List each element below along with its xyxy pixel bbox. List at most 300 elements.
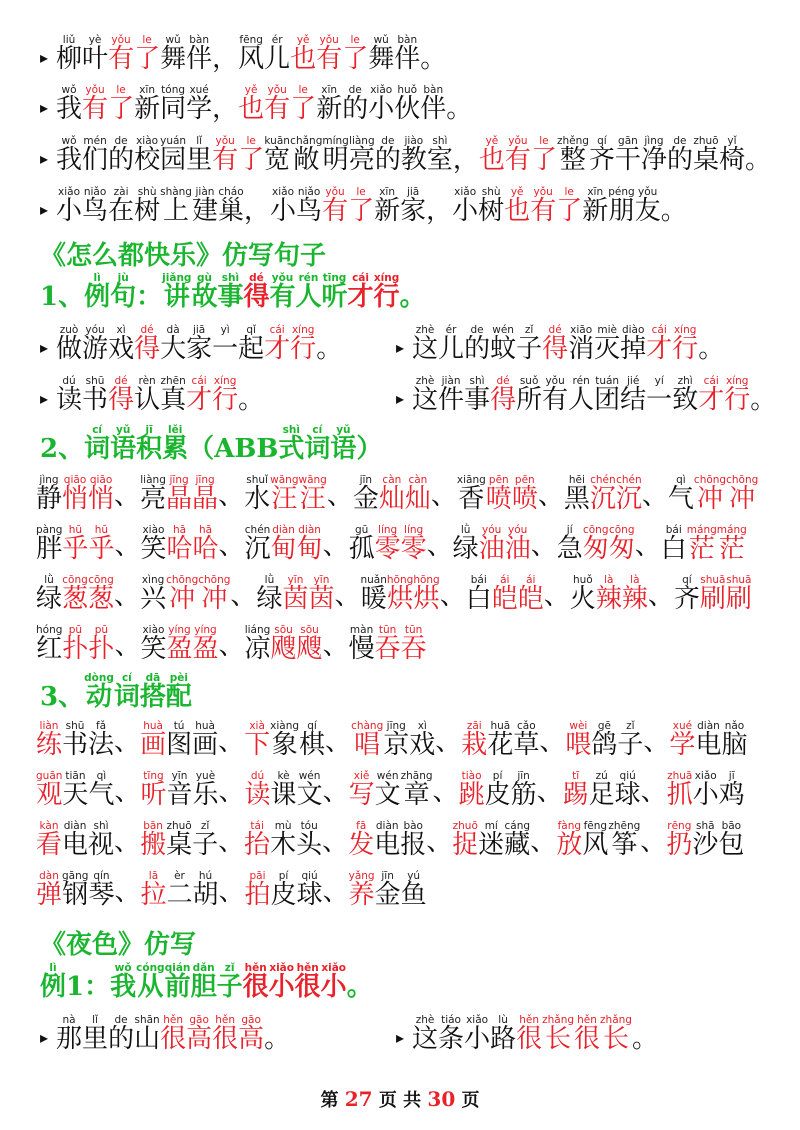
- hanzi: 刷: [699, 584, 726, 614]
- hanzi: 小: [56, 196, 83, 226]
- char: [58, 672, 84, 710]
- section-title-zenme: 《怎么都快乐》仿写句子: [40, 241, 327, 271]
- hanzi: 发: [348, 830, 375, 860]
- pinyin: dòng: [84, 672, 114, 684]
- highlighted-char: [36, 820, 62, 858]
- hanzi: 的: [374, 145, 401, 175]
- pinyin: diào: [621, 324, 645, 336]
- pinyin: tī: [572, 770, 580, 782]
- highlighted-char: [616, 474, 642, 512]
- hanzi: 很: [160, 1024, 187, 1054]
- hanzi: 飕: [296, 634, 323, 664]
- hanzi: 鸟: [296, 196, 323, 226]
- hanzi: 筋: [510, 780, 537, 810]
- word-item: [36, 870, 114, 908]
- word-item: [565, 720, 643, 758]
- char: [342, 84, 368, 122]
- hanzi: 写: [348, 780, 375, 810]
- hanzi: 语: [110, 434, 137, 464]
- pinyin: xì: [116, 324, 126, 336]
- hanzi: 皑: [491, 584, 518, 614]
- pinyin: zhāng: [400, 770, 433, 782]
- pinyin: sōu: [300, 624, 319, 636]
- highlighted-char: [405, 474, 431, 512]
- hanzi: 绿: [256, 584, 283, 614]
- hanzi: 建: [191, 196, 218, 226]
- char: [608, 820, 640, 858]
- word-row: [36, 720, 747, 758]
- pinyin: yīn: [313, 574, 330, 586]
- highlighted-char: [166, 524, 192, 562]
- char: [570, 574, 596, 612]
- pinyin: diàn: [298, 524, 321, 536]
- separator: 、: [334, 581, 361, 611]
- hanzi: 乎: [88, 534, 115, 564]
- highlighted-char: [518, 574, 544, 612]
- hanzi: 零: [400, 534, 427, 564]
- hanzi: 辣: [595, 584, 622, 614]
- char: [160, 135, 186, 173]
- pinyin: shì: [469, 375, 485, 387]
- hanzi: 明: [322, 145, 349, 175]
- word-item: [667, 770, 745, 808]
- hanzi: 。: [316, 334, 343, 364]
- pinyin: dé: [114, 375, 128, 387]
- char: [88, 820, 114, 858]
- pinyin: nuǎn: [360, 574, 387, 586]
- hanzi: 筝: [611, 830, 638, 860]
- pinyin: jù: [117, 272, 129, 284]
- hanzi: 章: [403, 780, 430, 810]
- char: [88, 870, 114, 908]
- hanzi: 了: [530, 145, 557, 175]
- word-item: [466, 574, 544, 612]
- pinyin: zhì: [677, 375, 693, 387]
- hanzi: 配: [165, 682, 192, 712]
- hanzi: 木: [270, 830, 297, 860]
- char: [316, 84, 342, 122]
- separator: 、: [114, 727, 141, 757]
- pinyin: pēn: [488, 474, 509, 486]
- highlighted-char: [516, 1014, 542, 1052]
- char: [160, 186, 192, 224]
- pinyin: yǒu: [638, 186, 658, 198]
- highlighted-char: [108, 375, 134, 413]
- footer-prefix: 第: [320, 1090, 339, 1111]
- char: [478, 186, 504, 224]
- char: [82, 34, 108, 72]
- pinyin: hū: [68, 524, 83, 536]
- hanzi: 这: [412, 1024, 439, 1054]
- char: [589, 770, 615, 808]
- hanzi: ，: [212, 94, 239, 124]
- highlighted-char: [316, 34, 342, 72]
- highlighted-char: [297, 624, 323, 662]
- current-page-number: 27: [344, 1087, 373, 1111]
- hanzi: 子: [516, 334, 543, 364]
- hanzi: 暖: [360, 584, 387, 614]
- highlighted-char: [134, 34, 160, 72]
- char: [374, 820, 400, 858]
- hanzi: 葱: [62, 584, 89, 614]
- highlighted-char: [238, 84, 264, 122]
- hanzi: 宽: [264, 145, 291, 175]
- pinyin: xiǎo: [269, 962, 294, 974]
- pinyin: rén: [298, 272, 319, 284]
- hanzi: 盈: [192, 634, 219, 664]
- highlighted-char: [348, 820, 374, 858]
- highlighted-char: [687, 524, 717, 562]
- char: [617, 720, 643, 758]
- separator: 、: [426, 531, 453, 561]
- hanzi: 凉: [244, 634, 271, 664]
- highlighted-char: [531, 135, 557, 173]
- char: [620, 375, 646, 413]
- char: [297, 870, 323, 908]
- highlighted-char: [140, 770, 166, 808]
- pinyin: xíng: [373, 272, 400, 284]
- pinyin: sōu: [274, 624, 293, 636]
- pinyin: cí: [312, 424, 323, 436]
- word-item: [36, 820, 114, 858]
- hanzi: 里: [186, 145, 213, 175]
- hanzi: 白: [660, 534, 687, 564]
- hanzi: 戏: [108, 334, 135, 364]
- highlighted-char: [375, 524, 401, 562]
- char: [375, 870, 401, 908]
- hanzi: 盈: [166, 634, 193, 664]
- char: [134, 135, 160, 173]
- pinyin: wāng: [270, 474, 299, 486]
- hanzi: 冲: [697, 484, 724, 514]
- char: [620, 324, 646, 362]
- separator: 、: [647, 581, 674, 611]
- char: [108, 186, 134, 224]
- hanzi: 句: [110, 282, 137, 312]
- hanzi: 胡: [192, 880, 219, 910]
- highlighted-char: [269, 962, 295, 1000]
- hanzi: 路: [490, 1024, 517, 1054]
- word-item: [36, 624, 114, 662]
- pinyin: gū: [354, 524, 369, 536]
- char: [270, 820, 296, 858]
- bullet-icon: ▸: [396, 338, 405, 357]
- pinyin: xiǎo: [321, 962, 347, 974]
- pinyin: yīn: [171, 770, 188, 782]
- char: [214, 424, 278, 462]
- char: [667, 135, 693, 173]
- pinyin: cōng: [608, 524, 635, 536]
- char: [661, 524, 687, 562]
- highlighted-char: [88, 624, 114, 662]
- char: [438, 1014, 464, 1052]
- pinyin: qǐ: [246, 324, 256, 336]
- word-item: [459, 770, 537, 808]
- char: [513, 720, 539, 758]
- char: [452, 186, 478, 224]
- hanzi: 朋: [608, 196, 635, 226]
- char: [62, 820, 88, 858]
- example-sentence: [40, 962, 373, 1000]
- pinyin: cōng: [582, 524, 609, 536]
- char: [698, 324, 724, 362]
- hanzi: 藏: [504, 830, 531, 860]
- pinyin: gē: [597, 720, 611, 732]
- pinyin: de: [673, 135, 687, 147]
- highlighted-char: [342, 34, 368, 72]
- pinyin: jìng: [644, 135, 664, 147]
- word-item: [570, 574, 648, 612]
- pinyin: fēng: [239, 34, 263, 46]
- hanzi: 新: [374, 196, 401, 226]
- pinyin: huǒ: [397, 84, 418, 96]
- char: [446, 84, 472, 122]
- hanzi: 钢: [62, 880, 89, 910]
- char: [322, 272, 348, 310]
- char: [162, 272, 191, 310]
- pinyin: jīn: [381, 870, 394, 882]
- char: [56, 84, 82, 122]
- word-item: [457, 474, 538, 512]
- char: [615, 135, 641, 173]
- hanzi: 观: [36, 780, 63, 810]
- char: [186, 135, 212, 173]
- hanzi: ：: [84, 972, 111, 1002]
- char: [36, 474, 62, 512]
- hanzi: 行: [290, 334, 317, 364]
- hanzi: 茵: [282, 584, 309, 614]
- char: [56, 186, 82, 224]
- pinyin: càn: [382, 474, 402, 486]
- highlighted-char: [492, 574, 518, 612]
- char: [40, 272, 58, 310]
- separator: 、: [114, 581, 141, 611]
- hanzi: 听: [321, 282, 348, 312]
- separator: 、: [530, 531, 557, 561]
- pinyin: qí: [682, 574, 692, 586]
- char: [457, 474, 486, 512]
- pinyin: yǒu: [533, 186, 553, 198]
- char: [349, 135, 375, 173]
- pinyin: yǒu: [508, 135, 528, 147]
- hanzi: 式: [278, 434, 305, 464]
- pinyin: zhěng: [556, 135, 589, 147]
- pinyin: cáng: [504, 820, 531, 832]
- pinyin: lǜ: [460, 524, 471, 536]
- pinyin: bái: [470, 574, 487, 586]
- pinyin: cái: [269, 324, 285, 336]
- pinyin: diàn: [63, 820, 87, 832]
- separator: 、: [114, 531, 141, 561]
- hanzi: 唱: [354, 730, 381, 760]
- hanzi: 书: [62, 730, 89, 760]
- pinyin: jīng: [386, 720, 406, 732]
- word-item: [140, 870, 218, 908]
- hanzi: 小: [368, 94, 395, 124]
- pinyin: hā: [172, 524, 187, 536]
- hanzi: 脑: [721, 730, 748, 760]
- pinyin: le: [298, 84, 308, 96]
- hanzi: 动: [85, 682, 112, 712]
- hanzi: 气: [88, 780, 115, 810]
- word-item: [140, 720, 218, 758]
- separator: 、: [435, 727, 462, 757]
- word-item: [351, 720, 435, 758]
- hanzi: 听: [140, 780, 167, 810]
- word-item: [245, 770, 323, 808]
- hanzi: 文: [296, 780, 323, 810]
- char: [140, 672, 166, 710]
- hanzi: 油: [504, 534, 531, 564]
- char: [368, 84, 394, 122]
- pinyin: tú: [173, 720, 185, 732]
- pinyin: shì: [282, 424, 300, 436]
- pinyin: xiǎo: [454, 186, 477, 198]
- pinyin: le: [539, 135, 549, 147]
- pinyin: shuā: [726, 574, 752, 586]
- separator: 、: [114, 631, 141, 661]
- word-item: [668, 474, 758, 512]
- hanzi: 里: [82, 1024, 109, 1054]
- pinyin: cháo: [218, 186, 244, 198]
- hanzi: 花: [487, 730, 514, 760]
- hanzi: 棋: [299, 730, 326, 760]
- char: [693, 770, 719, 808]
- pinyin: dú: [250, 770, 265, 782]
- word-item: [36, 720, 114, 758]
- hanzi: 长: [603, 1024, 630, 1054]
- char: [271, 770, 297, 808]
- pinyin: diàn: [272, 524, 295, 536]
- hanzi: 刷: [725, 584, 752, 614]
- hanzi: 有: [212, 145, 239, 175]
- pinyin: hěn: [519, 1014, 539, 1026]
- char: [264, 34, 290, 72]
- sentence-line: [396, 1014, 658, 1052]
- hanzi: 叶: [82, 44, 109, 74]
- highlighted-char: [646, 324, 672, 362]
- highlighted-char: [321, 962, 347, 1000]
- char: [134, 186, 160, 224]
- hanzi: 行: [212, 385, 239, 415]
- pinyin: qín: [93, 870, 110, 882]
- hanzi: 讲: [163, 282, 190, 312]
- highlighted-char: [724, 375, 750, 413]
- highlighted-char: [666, 820, 692, 858]
- pinyin: jiàn: [195, 186, 215, 198]
- hanzi: 慢: [348, 634, 375, 664]
- pinyin: cōng: [62, 574, 88, 586]
- hanzi: 捉: [452, 830, 479, 860]
- char: [244, 186, 270, 224]
- word-item: [140, 524, 218, 562]
- pinyin: xué: [189, 84, 209, 96]
- pinyin: pàng: [36, 524, 63, 536]
- bullet-icon: ▸: [40, 389, 49, 408]
- footer-suffix: 页: [461, 1090, 480, 1111]
- hanzi: 敞: [293, 145, 320, 175]
- pinyin: jié: [627, 375, 640, 387]
- highlighted-char: [192, 474, 218, 512]
- hanzi: 亮: [140, 484, 167, 514]
- bullet-icon: ▸: [40, 1028, 49, 1047]
- char: [568, 375, 594, 413]
- pinyin: hēi: [568, 474, 585, 486]
- pinyin: de: [381, 135, 395, 147]
- hanzi: 哈: [166, 534, 193, 564]
- pinyin: shuǐ: [246, 474, 268, 486]
- hanzi: 在: [108, 196, 135, 226]
- pinyin: kè: [277, 770, 290, 782]
- pinyin: ér: [271, 34, 283, 46]
- pinyin: yóu: [508, 524, 528, 536]
- pinyin: wén: [376, 770, 399, 782]
- hanzi: 整: [559, 145, 586, 175]
- word-item: [36, 474, 114, 512]
- pinyin: shàng: [160, 186, 192, 198]
- hanzi: 京: [383, 730, 410, 760]
- hanzi: 白: [465, 584, 492, 614]
- pinyin: xì: [417, 720, 427, 732]
- char: [564, 474, 590, 512]
- char: [217, 962, 243, 1000]
- char: [165, 962, 191, 1000]
- char: [487, 720, 513, 758]
- pinyin: jìng: [39, 474, 59, 486]
- highlighted-char: [297, 524, 323, 562]
- highlighted-char: [82, 84, 108, 122]
- char: [66, 962, 84, 1000]
- pinyin: xiǎo: [272, 186, 295, 198]
- hanzi: 一: [212, 334, 239, 364]
- pinyin: tái: [250, 820, 264, 832]
- char: [193, 770, 219, 808]
- hanzi: 从: [137, 972, 164, 1002]
- char: [750, 375, 776, 413]
- pinyin: xíng: [291, 324, 315, 336]
- highlighted-char: [212, 1014, 238, 1052]
- highlighted-char: [244, 720, 270, 758]
- hanzi: ）: [356, 434, 383, 464]
- char: [82, 375, 108, 413]
- ruby-text: [40, 272, 426, 312]
- pinyin: shū: [65, 720, 85, 732]
- highlighted-char: [186, 375, 212, 413]
- word-item: [674, 574, 752, 612]
- hanzi: 兴: [140, 584, 167, 614]
- highlighted-char: [62, 624, 88, 662]
- highlighted-char: [556, 186, 582, 224]
- char: [453, 135, 479, 173]
- pinyin: máng: [716, 524, 747, 536]
- pinyin: pū: [94, 624, 109, 636]
- hanzi: 搬: [140, 830, 167, 860]
- pinyin: yǎng: [348, 870, 375, 882]
- pinyin: xiě: [353, 770, 370, 782]
- pinyin: xiào: [136, 135, 159, 147]
- pinyin: xíng: [673, 324, 697, 336]
- pinyin: mí: [484, 820, 498, 832]
- hanzi: 儿: [438, 334, 465, 364]
- pinyin: fǎ: [95, 720, 107, 732]
- hanzi: 扑: [88, 634, 115, 664]
- pinyin: zài: [113, 186, 129, 198]
- pinyin: jí: [566, 524, 573, 536]
- char: [166, 870, 192, 908]
- char: [594, 324, 620, 362]
- hanzi: 弹: [36, 880, 63, 910]
- hanzi: 。: [264, 1024, 291, 1054]
